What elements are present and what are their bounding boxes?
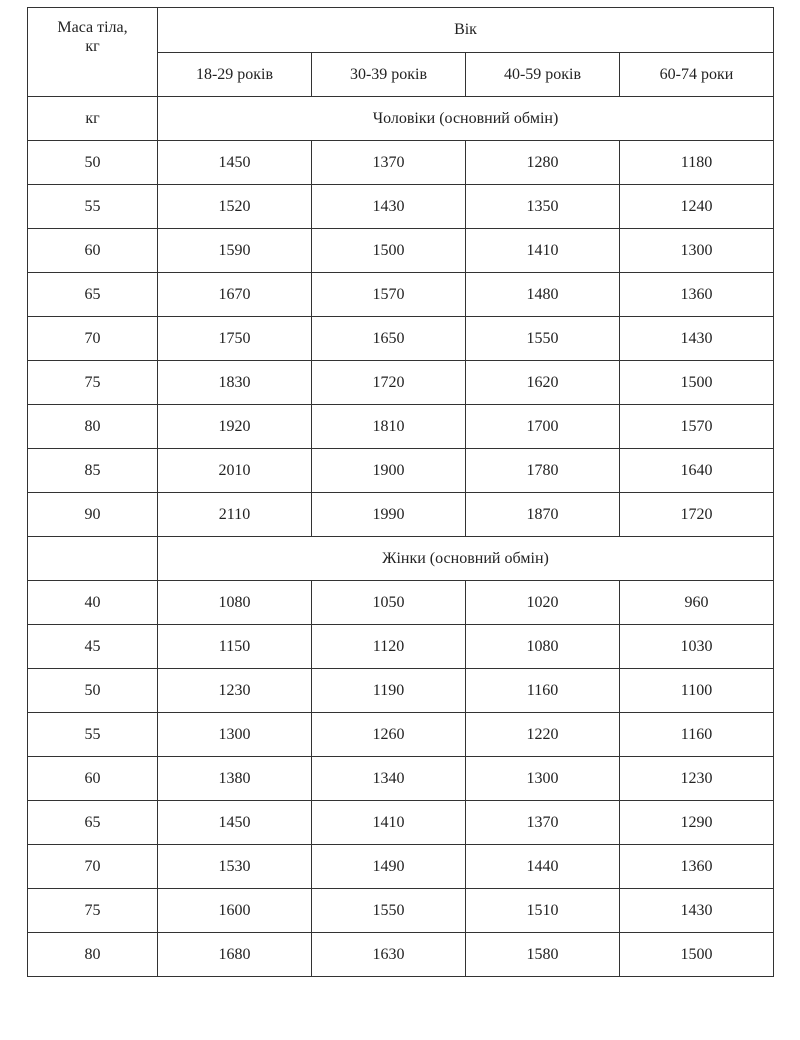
value-cell: 1260 [312,713,466,757]
mass-cell: 75 [28,361,158,405]
value-cell: 1500 [620,933,774,977]
mass-cell: 85 [28,449,158,493]
table-row [28,581,774,625]
value-cell: 1920 [158,405,312,449]
bmr-table [27,7,774,977]
table-row [28,229,774,273]
value-cell: 1410 [312,801,466,845]
value-cell: 1350 [466,185,620,229]
mass-cell: 55 [28,713,158,757]
age-group-header: 18-29 років [158,53,312,97]
mass-header-line1: Маса тіла, [57,19,128,36]
age-header: Вік [158,8,774,53]
value-cell: 1490 [312,845,466,889]
value-cell: 1430 [620,317,774,361]
value-cell: 1720 [620,493,774,537]
table-row [28,757,774,801]
value-cell: 1510 [466,889,620,933]
value-cell: 1480 [466,273,620,317]
mass-header [28,8,158,97]
table-row [28,493,774,537]
value-cell: 1180 [620,141,774,185]
value-cell: 1830 [158,361,312,405]
value-cell: 1870 [466,493,620,537]
value-cell: 1100 [620,669,774,713]
table-row [28,317,774,361]
header-row-1 [28,8,774,53]
value-cell: 1700 [466,405,620,449]
value-cell: 1990 [312,493,466,537]
section-unit-label [28,537,158,581]
women-section-header-row [28,537,774,581]
value-cell: 1520 [158,185,312,229]
mass-cell: 70 [28,317,158,361]
section-unit-label: кг [28,97,158,141]
value-cell: 1020 [466,581,620,625]
table-row [28,669,774,713]
value-cell: 1640 [620,449,774,493]
value-cell: 1590 [158,229,312,273]
value-cell: 1620 [466,361,620,405]
value-cell: 1030 [620,625,774,669]
mass-cell: 65 [28,273,158,317]
value-cell: 1650 [312,317,466,361]
value-cell: 1360 [620,273,774,317]
value-cell: 2010 [158,449,312,493]
value-cell: 1600 [158,889,312,933]
men-section-header-row [28,97,774,141]
table-row [28,185,774,229]
value-cell: 960 [620,581,774,625]
value-cell: 1360 [620,845,774,889]
table-row [28,801,774,845]
mass-cell: 65 [28,801,158,845]
age-group-header: 40-59 років [466,53,620,97]
value-cell: 1280 [466,141,620,185]
value-cell: 1220 [466,713,620,757]
table-row [28,449,774,493]
mass-cell: 80 [28,933,158,977]
value-cell: 1570 [620,405,774,449]
value-cell: 1380 [158,757,312,801]
value-cell: 1370 [466,801,620,845]
mass-cell: 55 [28,185,158,229]
value-cell: 1370 [312,141,466,185]
table-row [28,361,774,405]
section-title: Чоловіки (основний обмін) [158,97,774,141]
value-cell: 1550 [312,889,466,933]
mass-cell: 80 [28,405,158,449]
table-row [28,273,774,317]
mass-cell: 75 [28,889,158,933]
value-cell: 1080 [158,581,312,625]
value-cell: 1500 [312,229,466,273]
value-cell: 1160 [466,669,620,713]
value-cell: 1240 [620,185,774,229]
value-cell: 1120 [312,625,466,669]
value-cell: 1450 [158,141,312,185]
age-group-header: 30-39 років [312,53,466,97]
value-cell: 1150 [158,625,312,669]
value-cell: 1780 [466,449,620,493]
value-cell: 1230 [620,757,774,801]
mass-cell: 45 [28,625,158,669]
value-cell: 1720 [312,361,466,405]
value-cell: 1580 [466,933,620,977]
value-cell: 2110 [158,493,312,537]
value-cell: 1570 [312,273,466,317]
table-row [28,625,774,669]
mass-header-line2: кг [85,38,100,55]
value-cell: 1300 [158,713,312,757]
mass-cell: 50 [28,669,158,713]
table-row [28,141,774,185]
value-cell: 1500 [620,361,774,405]
table-row [28,405,774,449]
value-cell: 1550 [466,317,620,361]
value-cell: 1050 [312,581,466,625]
mass-cell: 70 [28,845,158,889]
value-cell: 1430 [312,185,466,229]
value-cell: 1290 [620,801,774,845]
value-cell: 1340 [312,757,466,801]
table-row [28,713,774,757]
mass-cell: 90 [28,493,158,537]
value-cell: 1410 [466,229,620,273]
value-cell: 1160 [620,713,774,757]
value-cell: 1810 [312,405,466,449]
value-cell: 1450 [158,801,312,845]
value-cell: 1190 [312,669,466,713]
mass-cell: 40 [28,581,158,625]
value-cell: 1750 [158,317,312,361]
mass-cell: 60 [28,757,158,801]
mass-cell: 60 [28,229,158,273]
value-cell: 1300 [620,229,774,273]
value-cell: 1900 [312,449,466,493]
value-cell: 1440 [466,845,620,889]
table-row [28,845,774,889]
value-cell: 1080 [466,625,620,669]
table-row [28,933,774,977]
mass-cell: 50 [28,141,158,185]
value-cell: 1300 [466,757,620,801]
value-cell: 1430 [620,889,774,933]
value-cell: 1680 [158,933,312,977]
age-group-header: 60-74 роки [620,53,774,97]
value-cell: 1630 [312,933,466,977]
table-row [28,889,774,933]
section-title: Жінки (основний обмін) [158,537,774,581]
value-cell: 1670 [158,273,312,317]
value-cell: 1530 [158,845,312,889]
value-cell: 1230 [158,669,312,713]
